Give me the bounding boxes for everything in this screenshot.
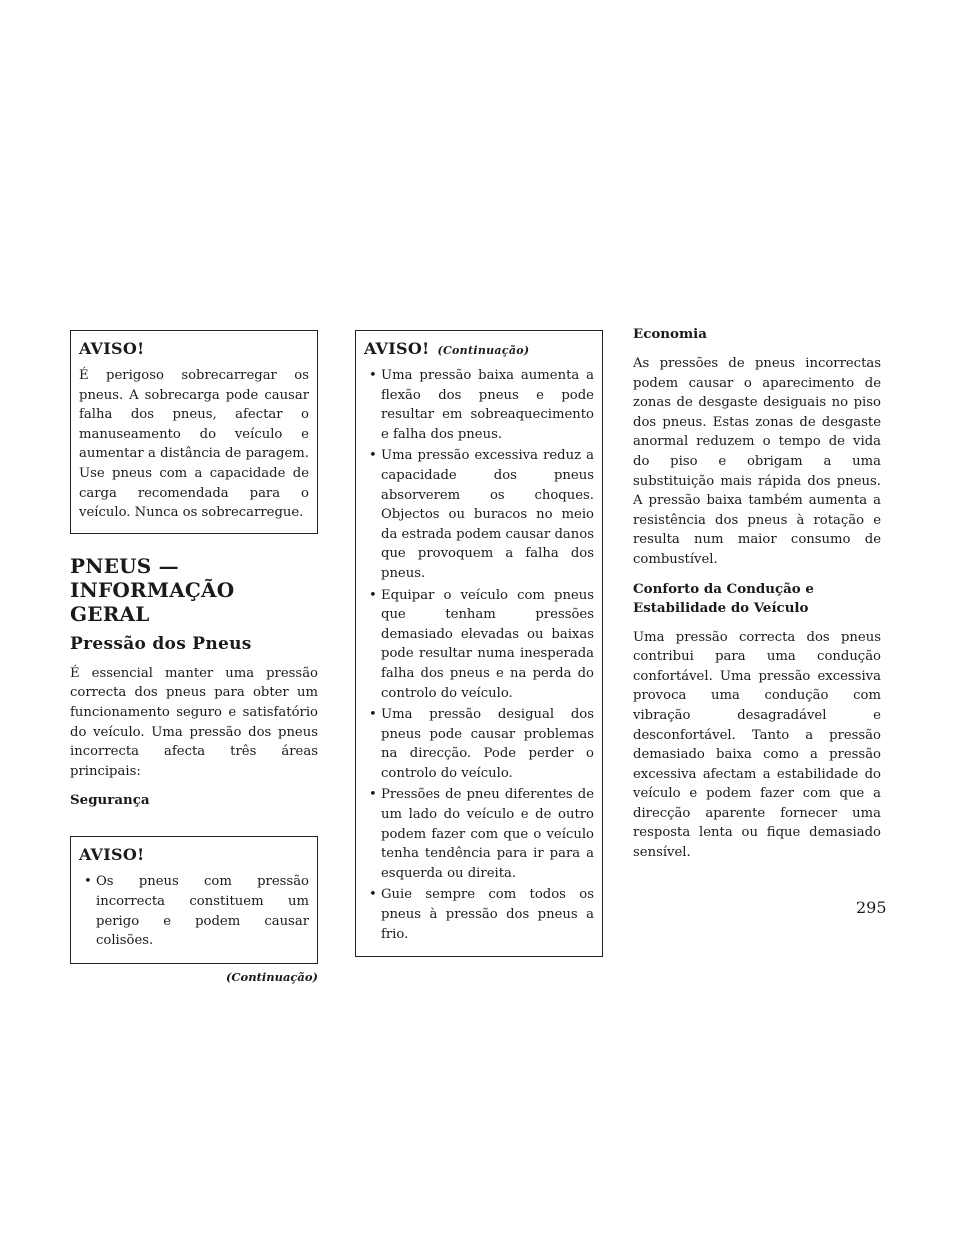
column-2 bbox=[355, 330, 603, 957]
warning-title: AVISO! bbox=[79, 339, 145, 358]
page-number: 295 bbox=[856, 898, 887, 917]
comfort-paragraph: Uma pressão correcta dos pneus contribui para uma condução confortável. Uma pressão excessiva provoca uma condução com vibração desagradável e desconfortável. Tanto a pressão demasiado baixa como a pressão excessiva afectam a estabilidade do veículo e podem fazer com que a direcção aparente fornecer uma resposta lenta ou fique demasiado sensível. bbox=[633, 629, 881, 861]
warning-box-continued bbox=[355, 330, 603, 957]
warning-bullets bbox=[79, 872, 309, 950]
continued-note: (Continuação) bbox=[225, 969, 318, 984]
economy-heading: Economia bbox=[633, 326, 707, 342]
warning-bullet: • Os pneus com pressão incorrecta constituem um perigo e podem causar colisões. bbox=[79, 872, 309, 950]
warning-bullet: • Guie sempre com todos os pneus à pressão dos pneus a frio. bbox=[364, 885, 594, 944]
section-title: PNEUS — INFORMAÇÃO GERAL bbox=[70, 553, 235, 626]
warning-bullet: • Equipar o veículo com pneus que tenham pressões demasiado elevadas ou baixas pode resultar numa inesperada falha dos pneus e na perda do controlo do veículo. bbox=[364, 586, 594, 704]
safety-heading: Segurança bbox=[70, 792, 150, 809]
warning-bullets bbox=[364, 366, 594, 944]
warning-title-text: AVISO! bbox=[364, 339, 430, 358]
economy-paragraph: As pressões de pneus incorrectas podem causar o aparecimento de zonas de desgaste desiguais no piso dos pneus. Estas zonas de desgaste anormal reduzem o tempo de vida do piso e obrigam a uma substituição mais rápida dos pneus. A pressão baixa também aumenta a resistência dos pneus à rotação e resulta num maior consumo de combustível. bbox=[633, 356, 881, 567]
column-1 bbox=[70, 330, 318, 984]
warning-bullet: • Uma pressão excessiva reduz a capacidade dos pneus absorverem os choques. Objectos ou buracos no meio da estrada podem causar danos que provoquem a falha dos pneus. bbox=[364, 446, 594, 583]
warning-title: AVISO! bbox=[79, 845, 145, 865]
column-3 bbox=[633, 325, 881, 873]
warning-bullet: • Pressões de pneu diferentes de um lado do veículo e de outro podem fazer com que o veículo tenha tendência para ir para a esquerda ou direita. bbox=[364, 785, 594, 883]
subsection-title: Pressão dos Pneus bbox=[70, 633, 252, 654]
warning-box-safety bbox=[70, 836, 318, 963]
continued-label: (Continuação) bbox=[437, 344, 530, 357]
warning-bullet: • Uma pressão baixa aumenta a flexão dos pneus e pode resultar em sobreaquecimento e falha dos pneus. bbox=[364, 366, 594, 444]
warning-bullet: • Uma pressão desigual dos pneus pode causar problemas na direcção. Pode perder o controlo do veículo. bbox=[364, 705, 594, 783]
warning-title bbox=[364, 339, 594, 358]
warning-text: É perigoso sobrecarregar os pneus. A sobrecarga pode causar falha dos pneus, afectar o manuseamento do veículo e aumentar a distância de paragem. Use pneus com a capacidade de carga recomendada para o veículo. Nunca os sobrecarregue. bbox=[79, 368, 309, 521]
intro-paragraph: É essencial manter uma pressão correcta dos pneus para obter um funcionamento seguro e satisfatório do veículo. Uma pressão dos pneus incorrecta afecta três áreas principais: bbox=[70, 665, 318, 779]
warning-box-overload bbox=[70, 330, 318, 534]
comfort-heading: Conforto da Condução e Estabilidade do Veículo bbox=[633, 580, 814, 616]
